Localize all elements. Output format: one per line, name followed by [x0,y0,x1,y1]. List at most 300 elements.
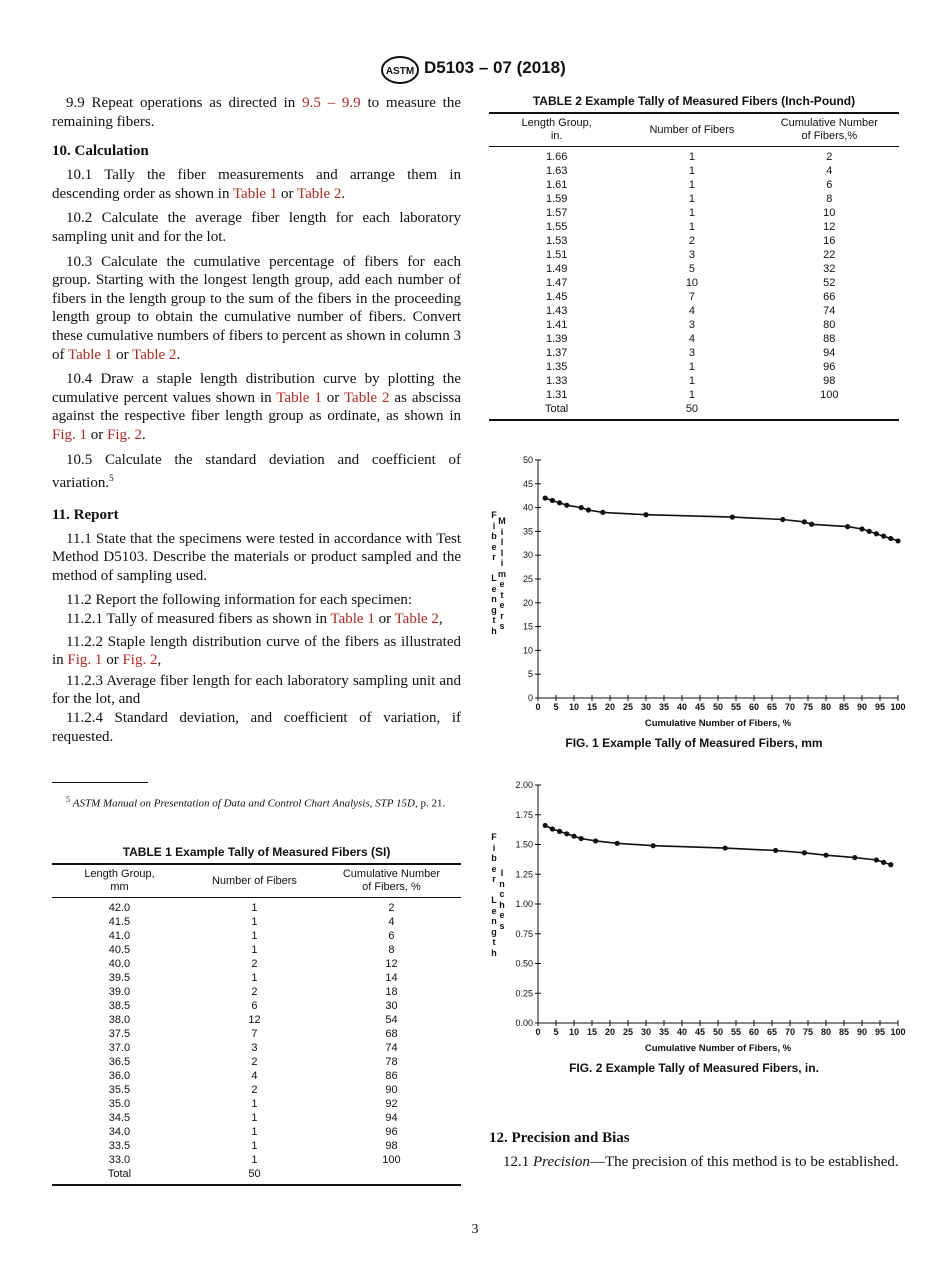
fig1-data-point [643,512,648,517]
table-cell: 98 [385,1140,398,1152]
fig2-x-tick-label: 25 [622,1027,634,1037]
fig2-y-tick-label: 0.00 [515,1018,533,1028]
table-cell: 2 [251,1056,258,1068]
ylabel-letter: i [492,520,496,531]
fig2-data-point [773,848,778,853]
fig2-data-point [571,834,576,839]
fig2-series-line [545,826,891,865]
ylabel-letter: e [491,863,497,874]
table-2-link[interactable]: Table 2 [132,346,177,363]
section-link[interactable]: 9.5 – 9.9 [302,95,361,111]
ylabel-letter: l [500,547,504,558]
fig1-data-point [874,531,879,536]
fig1-x-tick-label: 25 [622,702,634,712]
fig1-y-tick-label: 5 [527,669,533,680]
fig1-x-axis-label: Cumulative Number of Fibers, % [644,718,792,729]
table-2-header-length: Length Group, in. [521,117,592,142]
fig2-y-tick-label: 0.75 [515,928,533,939]
fig1-data-point [579,505,584,510]
ylabel-letter: n [491,916,497,926]
table-cell: 32 [823,263,836,275]
ylabel-letter: r [492,874,496,884]
left-column [52,94,461,746]
table-cell: 50 [248,1168,261,1180]
fig1-data-point [557,500,562,505]
fig2-x-tick-label: 50 [712,1027,724,1037]
table-cell: 1.31 [545,389,568,401]
fig1-x-tick-label: 30 [640,702,652,712]
table-cell: 1 [251,1140,258,1152]
fig2-data-point [881,860,886,865]
table-row [52,957,461,971]
fig2-data-point [564,831,569,836]
fig1-x-tick-label: 15 [586,702,598,712]
table-2-link[interactable]: Table 2 [297,185,342,202]
paragraph-10-3: 10.3 Calculate the cumulative percentage of fibers for each group. Starting with the longest length group, add each number of fibers in the length group to the sum of the fibers in the proceeding length group to obtain the cumulative number of fibers. Convert these cumulative numbers of fibers to percent as shown in column 3 of Table 1 or Table 2. [52,253,461,363]
fig2-y-tick-label: 1.75 [515,809,533,820]
table-cell: 80 [823,319,836,331]
table-cell: 35.5 [108,1084,131,1096]
table-cell: 1 [251,1126,258,1138]
paragraph-12-1: 12.1 Precision—The precision of this method is to be established. [503,1154,899,1170]
table-cell: 39.5 [108,972,131,984]
fig1-y-tick-label: 15 [522,621,533,632]
table-cell: 1 [688,179,695,191]
table-cell: 3 [251,1042,258,1054]
fig1-x-tick-label: 90 [856,702,868,712]
table-cell: 1.59 [545,193,568,205]
fig1-data-point [600,510,605,515]
ylabel-letter: m [497,568,506,579]
fig1-data-point [895,538,900,543]
fig1-y-tick-label: 45 [522,478,533,489]
fig2-y-tick-label: 1.50 [515,839,533,850]
fig2-x-tick-label: 0 [535,1027,541,1037]
table-row [52,1027,461,1041]
table-cell: 7 [688,291,695,303]
table-cell: 33.5 [108,1140,131,1152]
fig1-x-tick-label: 60 [748,702,760,712]
table-cell: 1.35 [545,361,568,373]
fig2-data-point [723,845,728,850]
table-cell: 1.49 [545,263,568,275]
page-number: 3 [471,1222,479,1237]
table-cell: 88 [823,333,836,345]
figure-2-caption: FIG. 2 Example Tally of Measured Fibers, in. [569,1061,819,1075]
table-cell: 10 [823,207,836,219]
table-row [489,147,899,165]
table-row [52,1153,461,1167]
table-cell: 2 [251,1084,258,1096]
table-row [52,898,461,916]
ylabel-letter: h [491,947,497,958]
ylabel-letter: e [491,905,497,916]
ylabel-letter: c [499,889,505,899]
paragraph-11-2-2: 11.2.2 Staple length distribution curve of the fibers as illustrated in Fig. 1 or Fig. 2, [52,633,461,669]
table-row [489,332,899,346]
fig2-data-point [557,829,562,834]
table-cell: 36.0 [108,1070,131,1082]
fig1-x-tick-label: 10 [568,702,580,712]
fig2-data-point [615,841,620,846]
table-cell: 54 [385,1014,398,1026]
table-cell: 90 [385,1084,398,1096]
fig2-x-tick-label: 10 [568,1027,580,1037]
table-cell: 12 [248,1014,261,1026]
fig-1-link[interactable]: Fig. 1 [67,652,103,669]
fig2-x-tick-label: 75 [802,1027,814,1037]
table-cell: 1.55 [545,221,568,233]
fig1-data-point [730,515,735,520]
table-cell: 2 [251,958,258,970]
table-cell: 1.47 [545,277,568,289]
table-row [52,1069,461,1083]
fig1-data-point [845,524,850,529]
table-cell: 96 [385,1126,398,1138]
footnote-ref: 5 [109,473,114,484]
fig2-y-tick-label: 1.25 [515,869,533,880]
fig1-y-tick-label: 20 [522,597,533,608]
fig2-x-tick-label: 55 [730,1027,742,1037]
table-cell: 10 [685,277,699,289]
fig2-x-tick-label: 65 [766,1027,778,1037]
fig2-x-tick-label: 90 [856,1027,868,1037]
table-cell: 2 [688,235,695,247]
table-cell: 1.57 [545,207,568,219]
table-cell: 39.0 [108,986,131,998]
fig1-data-point [802,519,807,524]
table-cell [760,402,899,420]
table-cell: 4 [688,305,695,317]
table-row [489,164,899,178]
fig2-x-tick-label: 20 [604,1027,616,1037]
fig2-x-tick-label: 100 [890,1027,906,1037]
table-cell: 18 [385,986,398,998]
fig1-x-tick-label: 100 [890,702,906,712]
table-1-link[interactable]: Table 1 [232,185,278,202]
table-cell: 40.0 [108,958,131,970]
table-row [489,178,899,192]
table-cell: 96 [823,361,836,373]
fig1-data-point [780,517,785,522]
fig2-y-tick-label: 1.00 [515,899,533,909]
table-cell: 36.5 [108,1056,131,1068]
fig1-series-line [545,498,898,541]
ylabel-letter: b [491,531,497,541]
table-row [52,1167,461,1185]
table-cell: 38.0 [108,1014,131,1026]
page-header [0,56,950,86]
ylabel-letter: r [500,610,504,621]
footnote: $^5$ ASTM Manual on Presentation of Data and Control Chart Analysis, STP 15D, p. 21. [66,795,446,810]
ylabel-letter: e [491,583,497,594]
table-row [489,318,899,332]
paragraph-9-9: 9.9 Repeat operations as directed in 9.5 – 9.9 to measure the remaining fibers. [52,95,461,130]
table-1-link[interactable]: Table 1 [330,611,375,628]
table-cell: 4 [688,333,695,345]
table-cell: 34.5 [108,1112,131,1124]
table-cell: 35.0 [108,1098,131,1110]
figure-1-caption: FIG. 1 Example Tally of Measured Fibers, mm [565,736,823,750]
ylabel-letter: g [491,604,497,615]
fig2-data-point [543,823,548,828]
table-row [489,262,899,276]
fig1-y-tick-label: 50 [522,455,533,465]
fig1-x-tick-label: 0 [535,702,541,712]
table-row [489,206,899,220]
table-cell: 4 [388,916,395,928]
ylabel-letter: F [491,510,497,520]
fig1-x-tick-label: 45 [694,702,706,712]
table-cell: 22 [823,249,836,261]
table-cell: 1 [688,151,695,163]
fig1-data-point [543,495,548,500]
paragraph-11-2: 11.2 Report the following information for each specimen: [66,592,413,609]
table-cell: 37.0 [108,1042,131,1054]
section-heading-12: 12. Precision and Bias [489,1130,630,1146]
paragraph-11-1: 11.1 State that the specimens were tested in accordance with Test Method D5103. Describe the materials or product sampled and the method of sampling used. [52,530,461,584]
table-cell: 3 [688,249,695,261]
table-cell: 1.66 [545,151,568,163]
ylabel-letter: i [500,526,504,537]
table-cell: 34.0 [108,1126,131,1138]
fig2-data-point [888,862,893,867]
table-cell: 1 [251,1112,258,1124]
fig1-y-tick-label: 30 [522,550,533,561]
table-cell: 68 [385,1028,398,1040]
fig1-x-tick-label: 50 [712,702,724,712]
table-cell: 78 [385,1056,398,1068]
table-cell: 1.61 [545,179,568,191]
table-cell: 14 [385,972,398,984]
table-row [52,1013,461,1027]
table-row [489,388,899,402]
fig-1-link[interactable]: Fig. 1 [52,426,88,443]
table-cell: 1 [251,916,258,928]
ylabel-letter: L [491,573,497,583]
section-heading-11: 11. Report [52,506,119,523]
table-cell: 4 [826,165,833,177]
fig2-x-tick-label: 70 [784,1027,796,1037]
table-row [489,248,899,262]
table-cell: 1 [251,972,258,984]
fig2-data-point [651,843,656,848]
paragraph-10-5: 10.5 Calculate the standard deviation and coefficient of variation.$^5$ [52,451,461,492]
fig1-x-tick-label: 70 [784,702,796,712]
table-cell: 1 [688,207,695,219]
table-cell: 1 [251,944,258,956]
table-row [52,943,461,957]
table-row [52,1139,461,1153]
ylabel-letter: i [500,558,504,568]
table-row [489,234,899,248]
table-cell: 1.45 [545,291,568,303]
fig2-data-point [874,857,879,862]
table-cell: 94 [823,347,836,359]
table-cell: 74 [385,1042,398,1054]
ylabel-letter: g [491,926,497,937]
ylabel-letter: e [499,600,505,610]
astm-logo [380,56,420,84]
table-cell: 8 [826,193,833,205]
table-cell: 1 [688,375,695,387]
fig1-y-tick-label: 10 [522,645,533,656]
fig2-data-point [823,853,828,858]
fig2-x-tick-label: 40 [676,1027,688,1037]
table-row [52,1097,461,1111]
fig2-y-tick-label: 0.25 [515,988,533,999]
paragraph-11-2-3: 11.2.3 Average fiber length for each laboratory sampling unit and for the lot, and [52,672,461,708]
table-1-header-length: Length Group, mm [84,868,155,893]
table-cell: 33.0 [108,1154,131,1166]
right-column-bottom [489,1130,899,1172]
paragraph-11-2-4: 11.2.4 Standard deviation, and coefficient of variation, if requested. [52,710,461,745]
table-row [52,1083,461,1097]
table-cell: 1 [251,902,258,914]
table-cell: 98 [823,375,836,387]
fig2-data-point [852,855,857,860]
fig1-x-tick-label: 5 [553,702,559,712]
fig2-data-point [579,836,584,841]
ylabel-letter: I [500,868,504,878]
table-cell: 1.43 [545,305,568,317]
figure-2-chart [500,775,910,1060]
table-row [52,915,461,929]
table-cell: 1 [688,193,695,205]
table-cell: 1 [251,930,258,942]
table-row [489,360,899,374]
table-cell: 1.39 [545,333,568,345]
ylabel-letter: i [492,842,496,853]
fig-2-link[interactable]: Fig. 2 [107,426,143,443]
fig1-y-tick-label: 35 [522,526,533,537]
fig1-y-tick-label: 40 [522,502,533,513]
ylabel-letter: n [491,594,497,604]
table-cell: 38.5 [108,1000,131,1012]
table-2-link[interactable]: Table 2 [394,611,439,628]
table-cell: 1.37 [545,347,568,359]
table-cell: 1.51 [545,249,568,261]
fig1-x-tick-label: 35 [658,702,670,712]
paragraph-10-1: 10.1 Tally the fiber measurements and arrange them in descending order as shown in Table 1 or Table 2. [52,167,461,202]
table-1-caption: TABLE 1 Example Tally of Measured Fibers (SI) [122,845,391,859]
ylabel-letter: s [499,920,505,931]
table-cell [322,1167,461,1185]
table-cell: 1.41 [545,319,568,331]
table-cell: 1.33 [545,375,568,387]
table-row [52,1125,461,1139]
table-cell: 52 [823,277,836,289]
table-row [489,290,899,304]
fig1-x-tick-label: 20 [604,702,616,712]
ylabel-letter: e [499,579,505,589]
ylabel-letter: r [492,552,496,562]
table-row [52,1111,461,1125]
table-1-header-cumulative: Cumulative Number of Fibers, % [342,868,441,893]
fig1-data-point [859,526,864,531]
ylabel-letter: M [498,516,506,526]
fig1-x-tick-label: 80 [820,702,832,712]
fig1-data-point [564,503,569,508]
table-row [52,1055,461,1069]
table-row [489,276,899,290]
fig1-data-point [867,529,872,534]
ylabel-letter: s [499,621,505,631]
ylabel-letter: e [499,910,505,920]
table-cell: 6 [388,930,395,942]
table-cell: 94 [385,1112,398,1124]
table-cell: 41.0 [108,930,131,942]
fig2-x-tick-label: 80 [820,1027,832,1037]
table-row [52,985,461,999]
fig1-data-point [881,534,886,539]
fig-2-link[interactable]: Fig. 2 [122,652,158,669]
table-row [52,1041,461,1055]
astm-logo-text: ASTM [385,66,415,77]
section-heading-10: 10. Calculation [52,143,149,160]
fig2-x-tick-label: 60 [748,1027,760,1037]
table-cell: 41.5 [108,916,131,928]
fig1-x-tick-label: 65 [766,702,778,712]
fig1-data-point [550,498,555,503]
ylabel-letter: e [491,541,497,552]
paragraph-10-4: 10.4 Draw a staple length distribution curve by plotting the cumulative percent values shown in Table 1 or Table 2 as abscissa against the respective fiber length group as ordinate, as shown in Fig. 1 or Fig. 2. [52,371,461,443]
table-cell: 16 [823,235,836,247]
figure-1-chart [500,450,910,735]
table-cell: 8 [388,944,395,956]
table-cell: 66 [823,291,836,303]
fig1-y-tick-label: 0 [527,693,533,703]
fig1-x-tick-label: 75 [802,702,814,712]
table-cell: 12 [823,221,836,233]
fig2-x-tick-label: 15 [586,1027,598,1037]
table-cell: 7 [251,1028,258,1040]
table-row [52,929,461,943]
fig2-x-tick-label: 5 [553,1027,559,1037]
ylabel-letter: n [499,878,505,889]
fig2-x-tick-label: 45 [694,1027,706,1037]
table-cell: 37.5 [108,1028,131,1040]
table-row [52,999,461,1013]
table-cell: 5 [688,263,695,275]
fig1-data-point [888,536,893,541]
table-row [489,402,899,420]
ylabel-letter: l [500,537,504,547]
fig2-x-tick-label: 35 [658,1027,670,1037]
fig1-x-tick-label: 40 [676,702,688,712]
table-2-link[interactable]: Table 2 [343,389,390,406]
fig2-y-tick-label: 2.00 [515,780,533,790]
ylabel-letter: t [500,589,504,600]
ylabel-letter: t [492,615,496,625]
table-cell: 86 [385,1070,398,1082]
fig2-x-tick-label: 95 [874,1027,886,1037]
ylabel-letter: h [491,625,497,636]
table-cell: 4 [251,1070,258,1082]
table-1-link[interactable]: Table 1 [67,346,113,363]
table-row [52,971,461,985]
table-1-link[interactable]: Table 1 [276,389,322,406]
fig2-data-point [593,838,598,843]
table-cell: 2 [251,986,258,998]
fig2-data-point [802,850,807,855]
fig1-x-tick-label: 85 [838,702,850,712]
fig1-y-tick-label: 25 [522,574,533,584]
table-cell: 1.53 [545,235,568,247]
fig1-x-tick-label: 55 [730,702,742,712]
table-cell: Total [107,1168,132,1180]
table-row [489,304,899,318]
